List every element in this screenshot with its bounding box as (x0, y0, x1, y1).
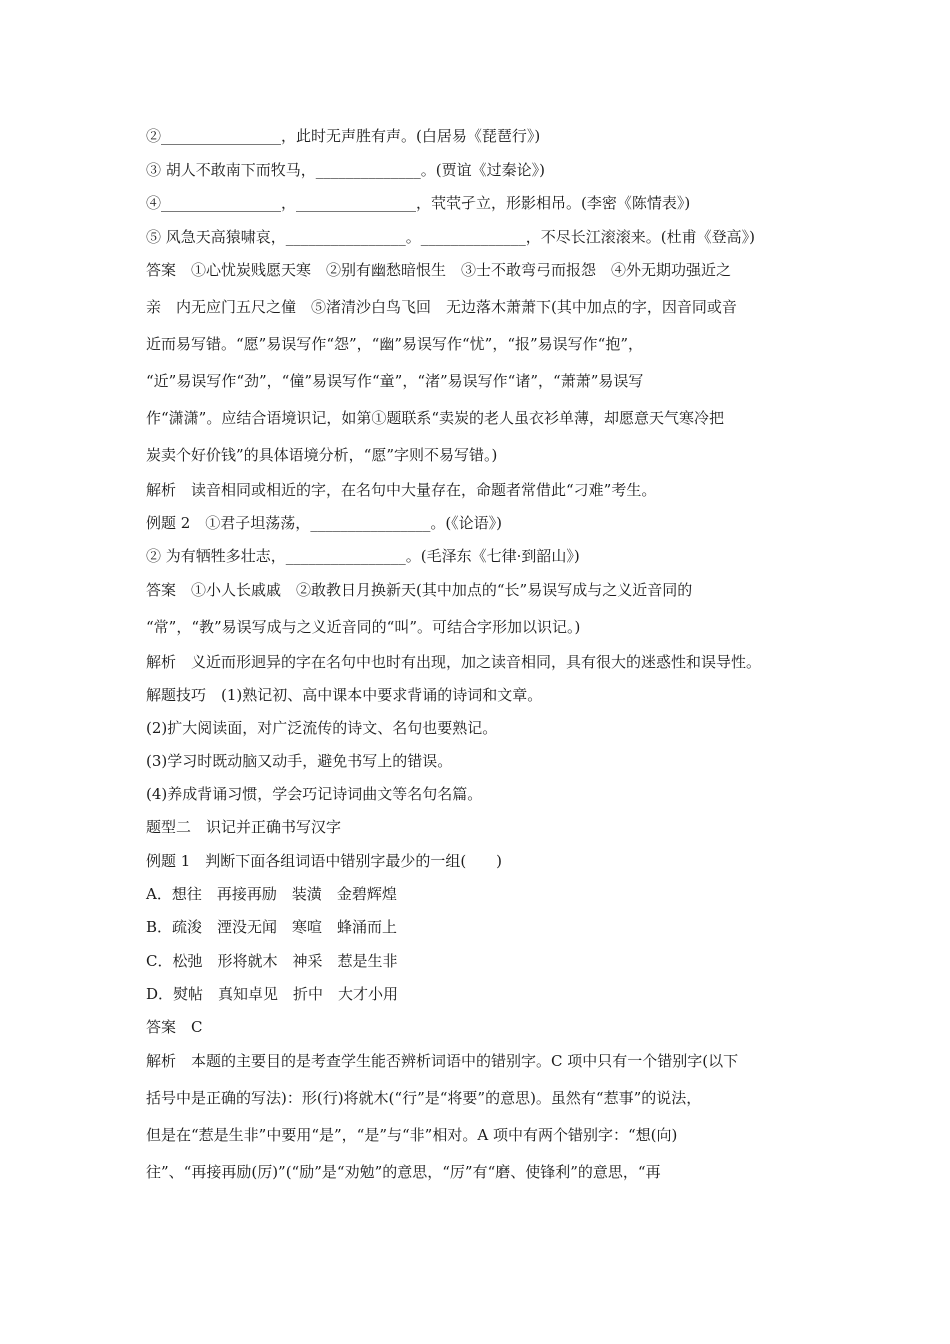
text-line: ② 为有牺牲多壮志，________________。(毛泽东《七律·到韶山》) (146, 547, 580, 565)
text-line: ③ 胡人不敢南下而牧马，______________。(贾谊《过秦论》) (146, 161, 545, 179)
text-line: (2)扩大阅读面，对广泛流传的诗文、名句也要熟记。 (146, 719, 498, 737)
text-line: 答案 C (146, 1018, 203, 1036)
text-line: 作“潇潇”。应结合语境识记，如第①题联系“卖炭的老人虽衣衫单薄，却愿意天气寒冷把 (146, 409, 725, 427)
text-line: 括号中是正确的写法)：形(行)将就木(“行”是“将要”的意思)。虽然有“惹事”的说法， (146, 1089, 702, 1107)
text-line: 近而易写错。“愿”易误写作“怨”，“幽”易误写作“忧”，“报”易误写作“抱”， (146, 335, 644, 353)
text-line: “近”易误写作“劲”，“僮”易误写作“童”，“渚”易误写作“诸”，“萧萧”易误写 (146, 372, 644, 390)
text-line: ④________________，________________，茕茕孑立，形影相吊。(李密《陈情表》) (146, 194, 691, 212)
text-line: ②________________，此时无声胜有声。(白居易《琵琶行》) (146, 127, 541, 145)
text-line: 题型二 识记并正确书写汉字 (146, 818, 342, 836)
text-line: 往”、“再接再励(厉)”(“励”是“劝勉”的意思，“厉”有“磨、使锋利”的意思，“再 (146, 1163, 661, 1181)
text-line: 解析 本题的主要目的是考查学生能否辨析词语中的错别字。C 项中只有一个错别字(以下 (146, 1052, 739, 1070)
text-line: B．疏浚 湮没无闻 寒喧 蜂涌而上 (146, 918, 398, 936)
text-line: 例题 2 ①君子坦荡荡，________________。(《论语》) (146, 514, 503, 532)
text-line: 答案 ①心忧炭贱愿天寒 ②别有幽愁暗恨生 ③士不敢弯弓而报怨 ④外无期功强近之 (146, 261, 732, 279)
text-line: 解题技巧 (1)熟记初、高中课本中要求背诵的诗词和文章。 (146, 686, 543, 704)
text-line: 例题 1 判断下面各组词语中错别字最少的一组( ) (146, 852, 503, 870)
text-line: 答案 ①小人长戚戚 ②敢教日月换新天(其中加点的“长”易误写成与之义近音同的 (146, 581, 693, 599)
text-line: “常”，“教”易误写成与之义近音同的“叫”。可结合字形加以识记。) (146, 618, 581, 636)
text-line: A．想往 再接再励 装潢 金碧辉煌 (146, 885, 397, 903)
text-line: 但是在“惹是生非”中要用“是”，“是”与“非”相对。A 项中有两个错别字：“想(向) (146, 1126, 678, 1144)
text-line: 解析 义近而形迥异的字在名句中也时有出现，加之读音相同，具有很大的迷惑性和误导性。 (146, 653, 762, 671)
text-line: ⑤ 风急天高猿啸哀，________________。______________，不尽长江滚滚来。(杜甫《登高》) (146, 228, 755, 246)
text-line: (4)养成背诵习惯，学会巧记诗词曲文等名句名篇。 (146, 785, 483, 803)
text-line: 炭卖个好价钱”的具体语境分析，“愿”字则不易写错。) (146, 446, 498, 464)
text-line: D．熨帖 真知卓见 折中 大才小用 (146, 985, 399, 1003)
text-line: (3)学习时既动脑又动手，避免书写上的错误。 (146, 752, 453, 770)
text-line: C．松弛 形将就木 神采 惹是生非 (146, 952, 398, 970)
text-line: 解析 读音相同或相近的字，在名句中大量存在，命题者常借此“刁难”考生。 (146, 481, 657, 499)
text-line: 亲 内无应门五尺之僮 ⑤渚清沙白鸟飞回 无边落木萧萧下(其中加点的字，因音同或音 (146, 298, 737, 316)
